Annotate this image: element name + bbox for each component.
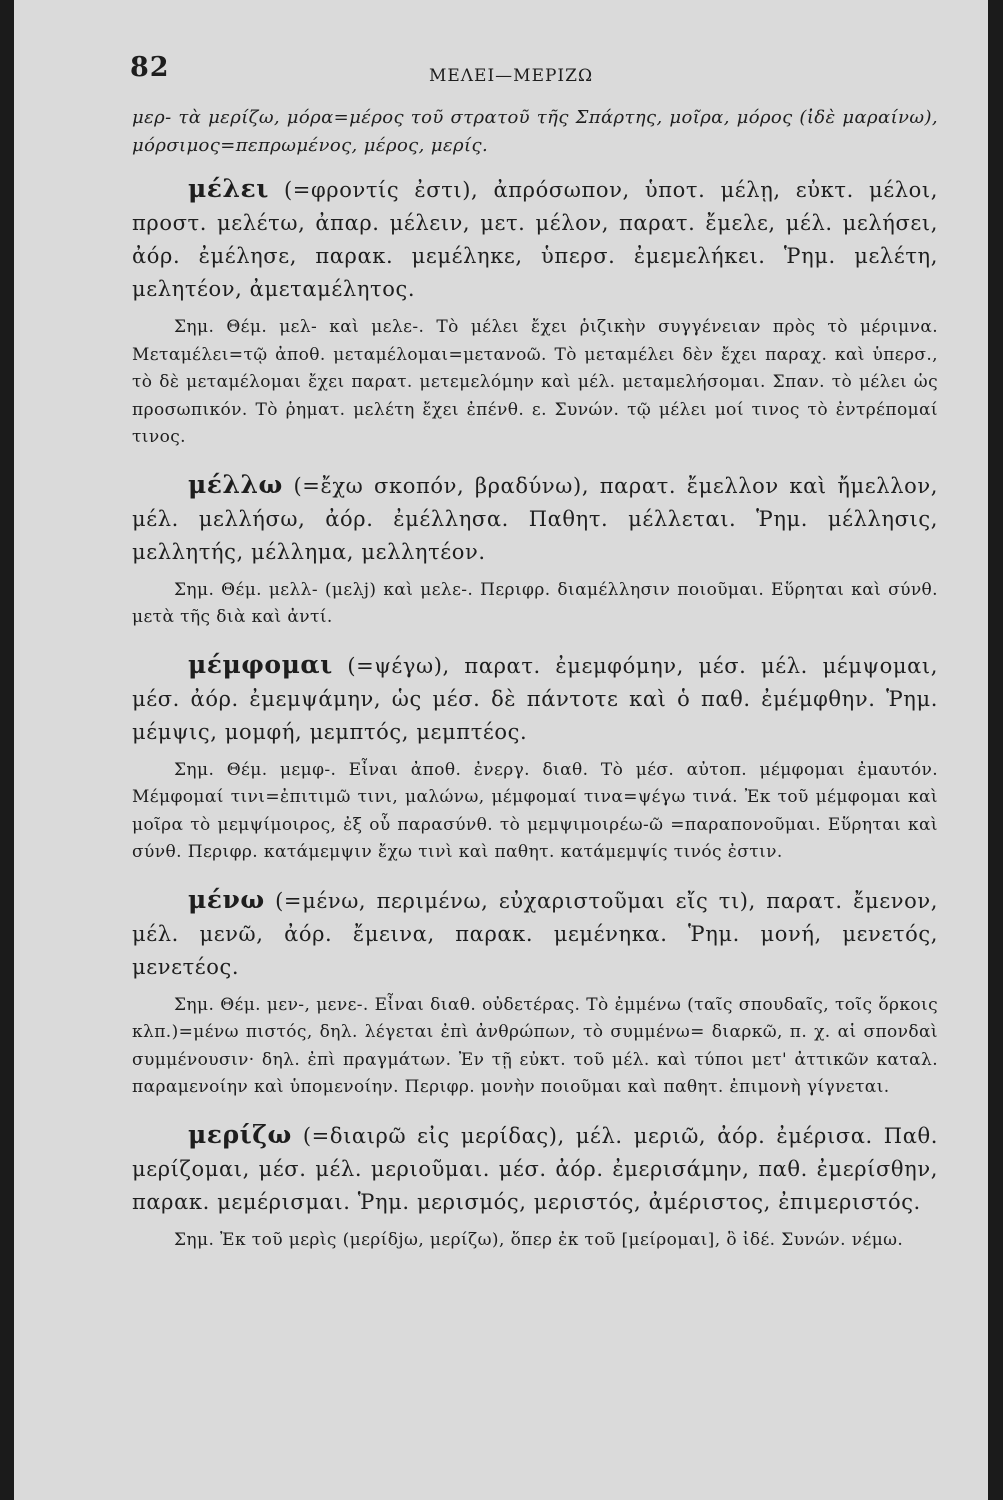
headword: μέλει <box>188 174 269 203</box>
entry-note: Σημ. Ἐκ τοῦ μερὶς (μερίδjω, μερίζω), ὅπερ ἐκ τοῦ [μείρομαι], ὃ ἰδέ. Συνών. νέμω. <box>174 1229 904 1250</box>
page-number: 82 <box>130 52 170 83</box>
entry-memfomai <box>132 648 938 867</box>
headword: μένω <box>188 884 265 914</box>
entry-note: Σημ. Θέμ. μεν-, μενε-. Εἶναι διαθ. οὐδετέρας. Τὸ ἐμμένω (ταῖς σπουδαῖς, τοῖς ὅρκοις κλπ.)=μένω πιστός, δηλ. λέγεται ἐπὶ ἀνθρώπων, τὸ συμμένω= διαρκῶ, π. χ. αἱ σπονδαὶ συμμένουσιν· δηλ. ἐπὶ πραγμάτων. Ἐν τῇ εὐκτ. τοῦ μέλ. καὶ τύποι μετ' ἀττικῶν καταλ. παραμενοίην καὶ ὑπομενοίην. Περιφρ. μονὴν ποιοῦμαι καὶ παθητ. ἐπιμονὴ γίγνεται. <box>132 994 938 1097</box>
entry-body: (=ἔχω σκοπόν, βραδύνω), παρατ. ἔμελλον καὶ ἤμελλον, μέλ. μελλήσω, ἀόρ. ἐμέλλησα. Παθητ. μέλλεται. Ῥημ. μέλλησις, μελλητής, μέλλημα, μελλητέον. <box>132 473 938 564</box>
headword: μέλλω <box>188 469 283 499</box>
entry-note: Σημ. Θέμ. μελ- καὶ μελε-. Τὸ μέλει ἔχει ῥιζικὴν συγγένειαν πρὸς τὸ μέριμνα. Μεταμέλει=τῷ ἀποθ. μεταμέλομαι=μετανοῶ. Τὸ μεταμέλει δὲν ἔχει παραχ. καὶ ὑπερσ., τὸ δὲ μεταμέλομαι ἔχει παρατ. μετεμελόμην καὶ μέλ. μεταμελήσομαι. Σπαν. τὸ μέλει ὡς προσωπικόν. Τὸ ῥηματ. μελέτη ἔχει ἐπένθ. ε. Συνών. τῷ μέλει μοί τινος τὸ ἐντρέπομαί τινος. <box>132 317 938 447</box>
headword: μερίζω <box>188 1119 292 1149</box>
running-title: ΜΕΛΕΙ—ΜΕΡΙΖΩ <box>428 66 594 86</box>
entry-merizo <box>132 1118 938 1255</box>
entry-mello <box>132 468 938 632</box>
entry-body: (=ψέγω), παρατ. ἐμεμφόμην, μέσ. μέλ. μέμψομαι, μέσ. ἀόρ. ἐμεμψάμην, ὡς μέσ. δὲ πάντοτε καὶ ὁ παθ. ἐμέμφθην. Ῥημ. μέμψις, μομφή, μεμπτός, μεμπτέος. <box>132 653 938 744</box>
entry-body: (=φροντίς ἐστι), ἀπρόσωπον, ὑποτ. μέλῃ, εὐκτ. μέλοι, προστ. μελέτω, ἀπαρ. μέλειν, μετ. μέλον, παρατ. ἔμελε, μέλ. μελήσει, ἀόρ. ἐμέλησε, παρακ. μεμέληκε, ὑπερσ. ἐμεμελήκει. Ῥημ. μελέτη, μελητέον, ἀμεταμέλητος. <box>132 178 938 301</box>
entry-note: Σημ. Θέμ. μελλ- (μελj) καὶ μελε-. Περιφρ. διαμέλλησιν ποιοῦμαι. Εὕρηται καὶ σύνθ. μετὰ τῆς διὰ καὶ ἀντί. <box>132 579 938 627</box>
book-page <box>14 0 988 1500</box>
entry-body: (=μένω, περιμένω, εὐχαριστοῦμαι εἴς τι), παρατ. ἔμενον, μέλ. μενῶ, ἀόρ. ἔμεινα, παρακ. μεμένηκα. Ῥημ. μονή, μενετός, μενετέος. <box>132 888 939 979</box>
entry-meno <box>132 883 938 1102</box>
headword: μέμφομαι <box>188 649 333 679</box>
entry-body: (=διαιρῶ εἰς μερίδας), μέλ. μεριῶ, ἀόρ. ἐμέρισα. Παθ. μερίζομαι, μέσ. μέλ. μεριοῦμαι. μέσ. ἀόρ. ἐμερισάμην, παθ. ἐμερίσθην, παρακ. μεμέρισμαι. Ῥημ. μερισμός, μεριστός, ἀμέριστος, ἐπιμεριστός. <box>132 1123 939 1214</box>
page-body <box>132 104 938 1254</box>
intro-root-line: μερ- τὰ μερίζω, μόρα=μέρος τοῦ στρατοῦ τῆς Σπάρτης, μοῖρα, μόρος (ἰδὲ μαραίνω), μόρσιμος=πεπρωμένος, μέρος, μερίς. <box>132 107 938 156</box>
entry-note: Σημ. Θέμ. μεμφ-. Εἶναι ἀποθ. ἐνεργ. διαθ. Τὸ μέσ. αὐτοπ. μέμφομαι ἐμαυτόν. Μέμφομαί τινι=ἐπιτιμῶ τινι, μαλώνω, μέμφομαί τινα=ψέγω τινά. Ἐκ τοῦ μέμφομαι καὶ μοῖρα τὸ μεμψίμοιρος, ἐξ οὗ παρασύνθ. τὸ μεμψιμοιρέω-ῶ =παραπονοῦμαι. Εὕρηται καὶ σύνθ. Περιφρ. κατάμεμψιν ἔχω τινὶ καὶ παθητ. κατάμεμψίς τινός ἐστιν. <box>132 759 938 862</box>
entry-melei <box>132 172 938 452</box>
